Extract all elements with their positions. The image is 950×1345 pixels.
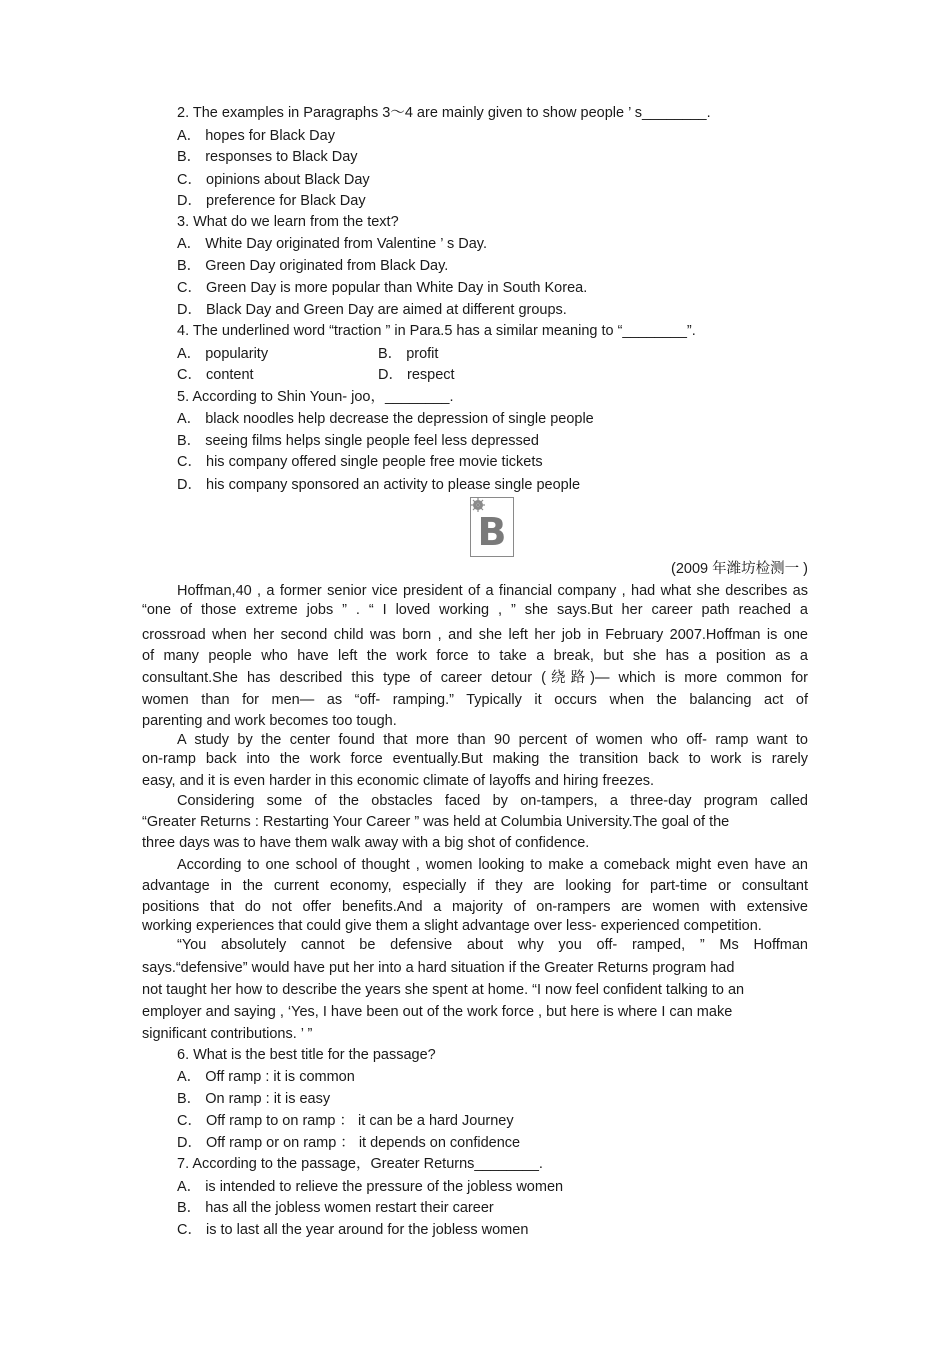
question-6-stem: 6. What is the best title for the passage?	[177, 1047, 436, 1063]
question-4-stem: 4. The underlined word “traction ” in Para.5 has a similar meaning to “________”.	[177, 323, 696, 339]
passage-p5-line: “You absolutely cannot be defensive about why you off- ramped, ” Ms Hoffman	[177, 937, 808, 953]
question-5-option-d: D． his company sponsored an activity to please single people	[177, 477, 581, 493]
passage-p1-line: of many people who have left the work force to take a break, but she has a position as a	[142, 648, 808, 664]
question-6-option-b: B． On ramp : it is easy	[177, 1091, 331, 1107]
question-4-option-d: D． respect	[378, 367, 455, 383]
passage-p1-line: Hoffman,40 , a former senior vice president of a financial company , had what she describes as	[177, 583, 808, 599]
question-3-option-c: C． Green Day is more popular than White Day in South Korea.	[177, 280, 588, 296]
section-b-letter: B	[477, 510, 507, 554]
question-4-option-b: B． profit	[378, 346, 439, 362]
question-2-option-b: B． responses to Black Day	[177, 149, 358, 165]
passage-p2-line: A study by the center found that more than 90 percent of women who off- ramp want to	[177, 732, 808, 748]
passage-p1-line: consultant.She has described this type of career detour (绕路)— which is more common for	[142, 670, 808, 686]
question-5-option-a: A． black noodles help decrease the depression of single people	[177, 411, 594, 427]
passage-p4-line: positions that do not offer benefits.And a majority of on-rampers are women with extensive	[142, 899, 808, 915]
passage-p5-line: not taught her how to describe the years she spent at home. “I now feel confident talking to an	[142, 982, 745, 998]
passage-p1-line: crossroad when her second child was born , and she left her job in February 2007.Hoffman is one	[142, 627, 808, 643]
passage-p4-line: working experiences that could give them a slight advantage over less- experienced competition.	[142, 918, 762, 934]
passage-p5-line: employer and saying , ‘Yes, I have been out of the work force , but here is where I can make	[142, 1004, 733, 1020]
passage-p4-line: advantage in the current economy, especially if they are looking for part-time or consultant	[142, 878, 808, 894]
question-4-option-a: A． popularity	[177, 346, 269, 362]
passage-p1-line: women than for men— as “off- ramping.” Typically it occurs when the balancing act of	[142, 692, 808, 708]
passage-p5-line: says.“defensive” would have put her into a hard situation if the Greater Returns program had	[142, 960, 735, 976]
question-5-option-c: C． his company offered single people free movie tickets	[177, 454, 543, 470]
passage-p2-line: on-ramp back into the work force eventually.But making the transition back to work is rarely	[142, 751, 808, 767]
question-7-stem: 7. According to the passage，Greater Returns________.	[177, 1156, 543, 1172]
question-3-stem: 3. What do we learn from the text?	[177, 214, 399, 230]
question-5-stem: 5. According to Shin Youn- joo，________.	[177, 389, 454, 405]
question-2-option-d: D． preference for Black Day	[177, 193, 366, 209]
passage-p3-line: “Greater Returns : Restarting Your Career ” was held at Columbia University.The goal of the	[142, 814, 730, 830]
question-3-option-b: B． Green Day originated from Black Day.	[177, 258, 449, 274]
question-3-option-d: D． Black Day and Green Day are aimed at different groups.	[177, 302, 567, 318]
passage-p2-line: easy, and it is even harder in this economic climate of layoffs and hiring freezes.	[142, 773, 655, 789]
question-6-option-a: A． Off ramp : it is common	[177, 1069, 355, 1085]
question-2-option-a: A． hopes for Black Day	[177, 128, 335, 144]
source-note: (2009 年潍坊检测一 )	[671, 561, 808, 577]
question-4-option-c: C． content	[177, 367, 254, 383]
passage-p3-line: Considering some of the obstacles faced by on-tampers, a three-day program called	[177, 793, 808, 809]
question-5-option-b: B． seeing films helps single people feel less depressed	[177, 433, 539, 449]
passage-p3-line: three days was to have them walk away with a big shot of confidence.	[142, 835, 590, 851]
question-6-option-d: D． Off ramp or on ramp ： it depends on confidence	[177, 1135, 521, 1151]
passage-p1-line: parenting and work becomes too tough.	[142, 713, 397, 729]
passage-p5-line: significant contributions. ’ ”	[142, 1026, 313, 1042]
question-7-option-b: B． has all the jobless women restart their career	[177, 1200, 494, 1216]
question-2-option-c: C． opinions about Black Day	[177, 172, 370, 188]
question-7-option-c: C． is to last all the year around for the jobless women	[177, 1222, 529, 1238]
passage-p4-line: According to one school of thought , women looking to make a comeback might even have an	[177, 857, 808, 873]
question-6-option-c: C． Off ramp to on ramp ： it can be a hard Journey	[177, 1113, 514, 1129]
section-b-icon	[471, 498, 513, 556]
question-2-stem: 2. The examples in Paragraphs 3～4 are mainly given to show people ’ s________.	[177, 105, 711, 121]
question-7-option-a: A． is intended to relieve the pressure of the jobless women	[177, 1179, 564, 1195]
question-3-option-a: A． White Day originated from Valentine ’ s Day.	[177, 236, 487, 252]
passage-p1-line: “one of those extreme jobs ” . “ I loved working , ” she says.But her career path reached a	[142, 602, 808, 618]
section-b-badge	[470, 497, 514, 557]
